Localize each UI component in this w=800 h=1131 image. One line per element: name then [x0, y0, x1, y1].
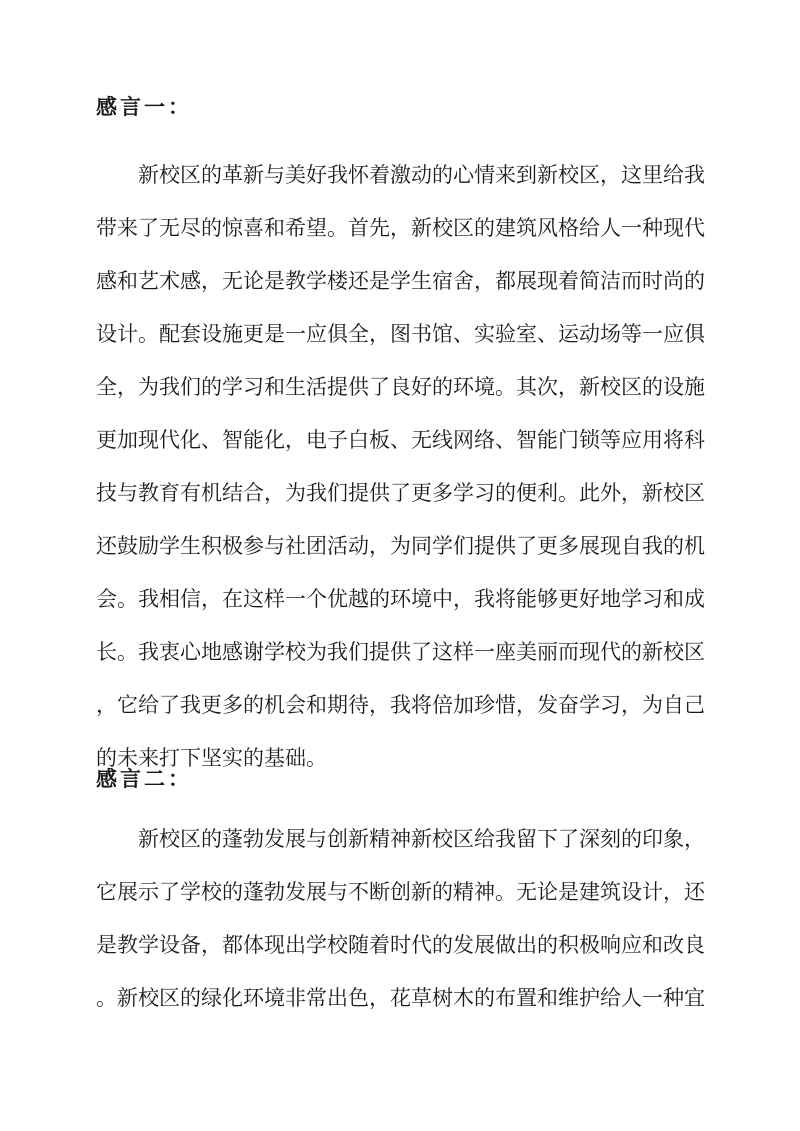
- paragraph-line: 技与教育有机结合，为我们提供了更多学习的便利。此外，新校区: [96, 481, 705, 505]
- paragraph-line: 更加现代化、智能化，电子白板、无线网络、智能门锁等应用将科: [96, 428, 705, 452]
- paragraph-line: 是教学设备，都体现出学校随着时代的发展做出的积极响应和改良: [96, 933, 705, 957]
- paragraph-line: 设计。配套设施更是一应俱全，图书馆、实验室、运动场等一应俱: [96, 322, 705, 346]
- paragraph-line: 带来了无尽的惊喜和希望。首先，新校区的建筑风格给人一种现代: [96, 216, 705, 240]
- paragraph-line: ，它给了我更多的机会和期待，我将倍加珍惜，发奋学习，为自己: [96, 693, 705, 717]
- section-heading-1: 感言一：: [96, 94, 192, 119]
- paragraph-line: 长。我衷心地感谢学校为我们提供了这样一座美丽而现代的新校区: [96, 640, 705, 664]
- paragraph-line: 它展示了学校的蓬勃发展与不断创新的精神。无论是建筑设计，还: [96, 880, 705, 904]
- section-1-paragraph: [96, 149, 705, 785]
- paragraph-line: 会。我相信，在这样一个优越的环境中，我将能够更好地学习和成: [96, 587, 705, 611]
- section-2-paragraph: [96, 813, 705, 1025]
- paragraph-line: 。新校区的绿化环境非常出色，花草树木的布置和维护给人一种宜: [96, 986, 705, 1010]
- paragraph-line: 全，为我们的学习和生活提供了良好的环境。其次，新校区的设施: [96, 375, 705, 399]
- paragraph-line: 感和艺术感，无论是教学楼还是学生宿舍，都展现着简洁而时尚的: [96, 269, 705, 293]
- paragraph-line: 新校区的革新与美好我怀着激动的心情来到新校区，这里给我: [138, 163, 705, 187]
- section-heading-2: 感言二：: [96, 766, 192, 791]
- paragraph-line: 的未来打下坚实的基础。: [96, 746, 327, 770]
- paragraph-line: 新校区的蓬勃发展与创新精神新校区给我留下了深刻的印象，: [138, 827, 705, 851]
- paragraph-line: 还鼓励学生积极参与社团活动，为同学们提供了更多展现自我的机: [96, 534, 705, 558]
